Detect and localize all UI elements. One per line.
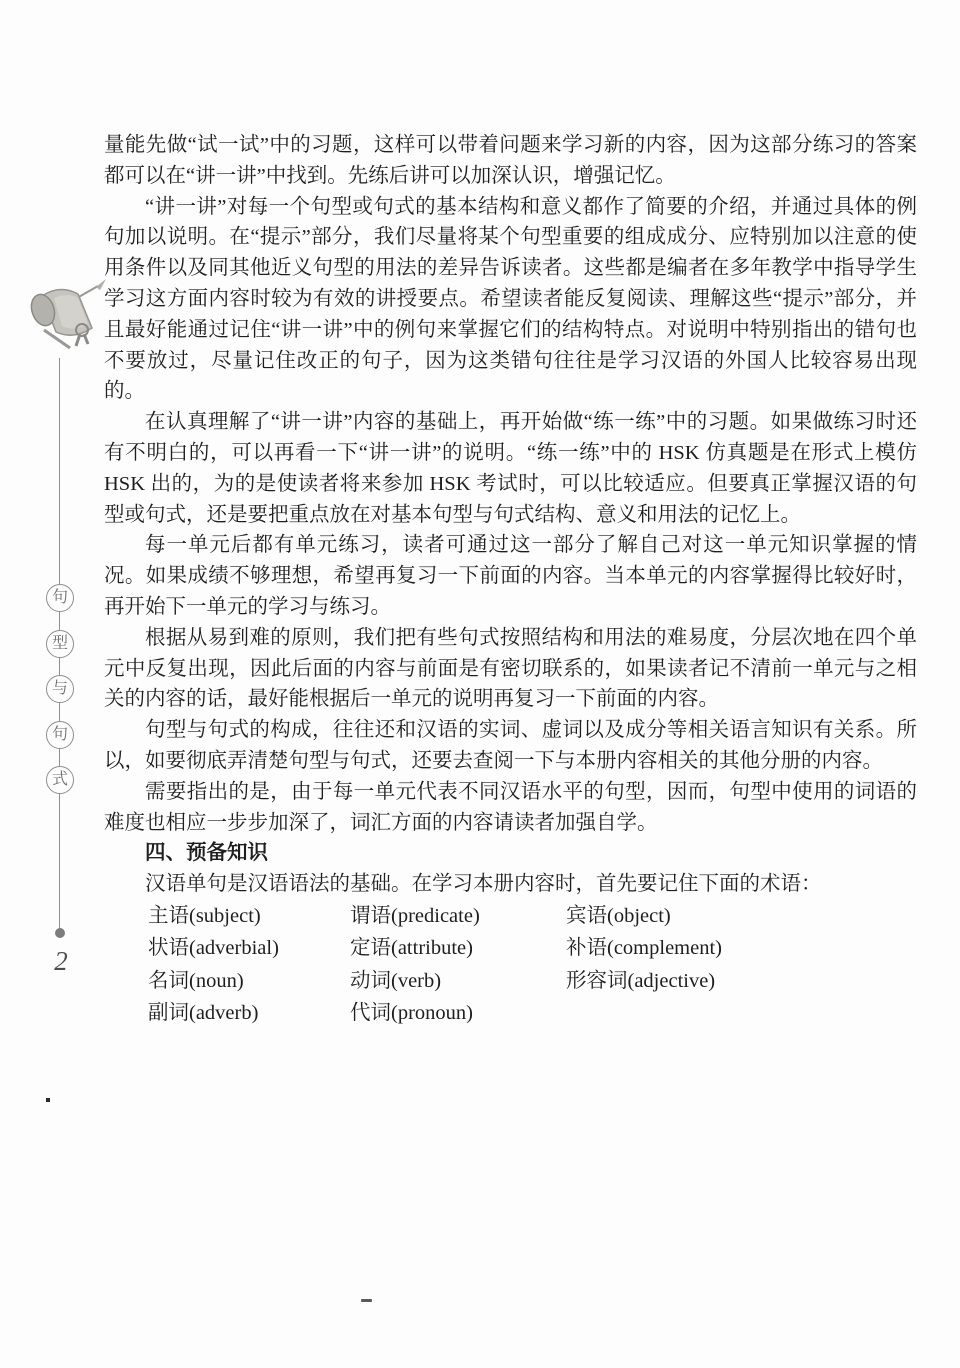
paragraph: 在认真理解了“讲一讲”内容的基础上，再开始做“练一练”中的习题。如果做练习时还有不明白的，可以再看一下“讲一讲”的说明。“练一练”中的 HSK 仿真题是在形式上模仿 HSK 出的，为的是使读者将来参加 HSK 考试时，可以比较适应。但要真正掌握汉语的句型或句式，还是要把重点放在对基本句型与句式结构、意义和用法的记忆上。	[104, 411, 917, 526]
term-row	[148, 900, 917, 933]
term-row	[148, 965, 917, 998]
paragraph: 句型与句式的构成，往往还和汉语的实词、虚词以及成分等相关语言知识有关系。所以，如要彻底弄清楚句型与句式，还要去查阅一下与本册内容相关的其他分册的内容。	[104, 719, 917, 772]
page-content	[104, 130, 917, 1030]
section-heading: 四、预备知识	[145, 842, 268, 865]
title-char-circle: 式	[46, 766, 74, 794]
paragraph: 根据从易到难的原则，我们把有些句式按照结构和用法的难易度，分层次地在四个单元中反复出现，因此后面的内容与前面是有密切联系的，如果读者记不清前一单元与之相关的内容的话，最好能根据后一单元的说明再复习一下前面的内容。	[104, 626, 917, 711]
term-cell: 宾语(object)	[566, 904, 671, 927]
term-cell: 谓语(predicate)	[350, 904, 480, 927]
scan-speck	[361, 1299, 372, 1302]
grammar-terms-table	[104, 900, 917, 1030]
term-cell: 动词(verb)	[350, 969, 442, 992]
term-cell: 定语(attribute)	[350, 937, 473, 960]
term-cell: 代词(pronoun)	[350, 1002, 473, 1025]
term-cell: 副词(adverb)	[148, 1002, 259, 1025]
title-char-circle: 句	[46, 721, 74, 749]
title-char-circle: 与	[46, 675, 74, 703]
term-cell	[566, 997, 917, 1030]
term-cell: 补语(complement)	[566, 937, 722, 960]
term-cell: 主语(subject)	[148, 904, 261, 927]
term-cell: 状语(adverbial)	[148, 937, 279, 960]
paragraph: “讲一讲”对每一个句型或句式的基本结构和意义都作了简要的介绍，并通过具体的例句加以说明。在“提示”部分，我们尽量将某个句型重要的组成成分、应特别加以注意的使用条件以及同其他近义句型的用法的差异告诉读者。这些都是编者在多年教学中指导学生学习这方面内容时较为有效的讲授要点。希望读者能反复阅读、理解这些“提示”部分，并且最好能通过记住“讲一讲”中的例句来掌握它们的结构特点。对说明中特别指出的错句也不要放过，尽量记住改正的句子，因为这类错句往往是学习汉语的外国人比较容易出现的。	[104, 195, 917, 403]
paragraph: 量能先做“试一试”中的习题，这样可以带着问题来学习新的内容，因为这部分练习的答案都可以在“讲一讲”中找到。先练后讲可以加深认识，增强记忆。	[104, 134, 917, 187]
term-row	[148, 997, 917, 1030]
paragraph: 需要指出的是，由于每一单元代表不同汉语水平的句型，因而，句型中使用的词语的难度也相应一步步加深了，词汇方面的内容请读者加强自学。	[104, 780, 917, 834]
page-number: 2	[54, 946, 68, 976]
sidebar-ornament	[0, 0, 104, 1368]
term-row	[148, 932, 917, 965]
title-char-circle: 型	[46, 630, 74, 658]
scan-speck	[46, 1098, 50, 1102]
paragraph: 汉语单句是汉语语法的基础。在学习本册内容时，首先要记住下面的术语：	[145, 873, 822, 896]
title-char-circle: 句	[46, 584, 74, 612]
term-cell: 形容词(adjective)	[566, 969, 716, 992]
paragraph: 每一单元后都有单元练习，读者可通过这一部分了解自己对这一单元知识掌握的情况。如果成绩不够理想，希望再复习一下前面的内容。当本单元的内容掌握得比较好时，再开始下一单元的学习与练习。	[104, 534, 917, 618]
term-cell: 名词(noun)	[148, 969, 244, 992]
paragraph-block	[104, 130, 917, 900]
ornament-end-dot	[55, 928, 65, 938]
scroll-and-brush-icon	[26, 274, 110, 366]
